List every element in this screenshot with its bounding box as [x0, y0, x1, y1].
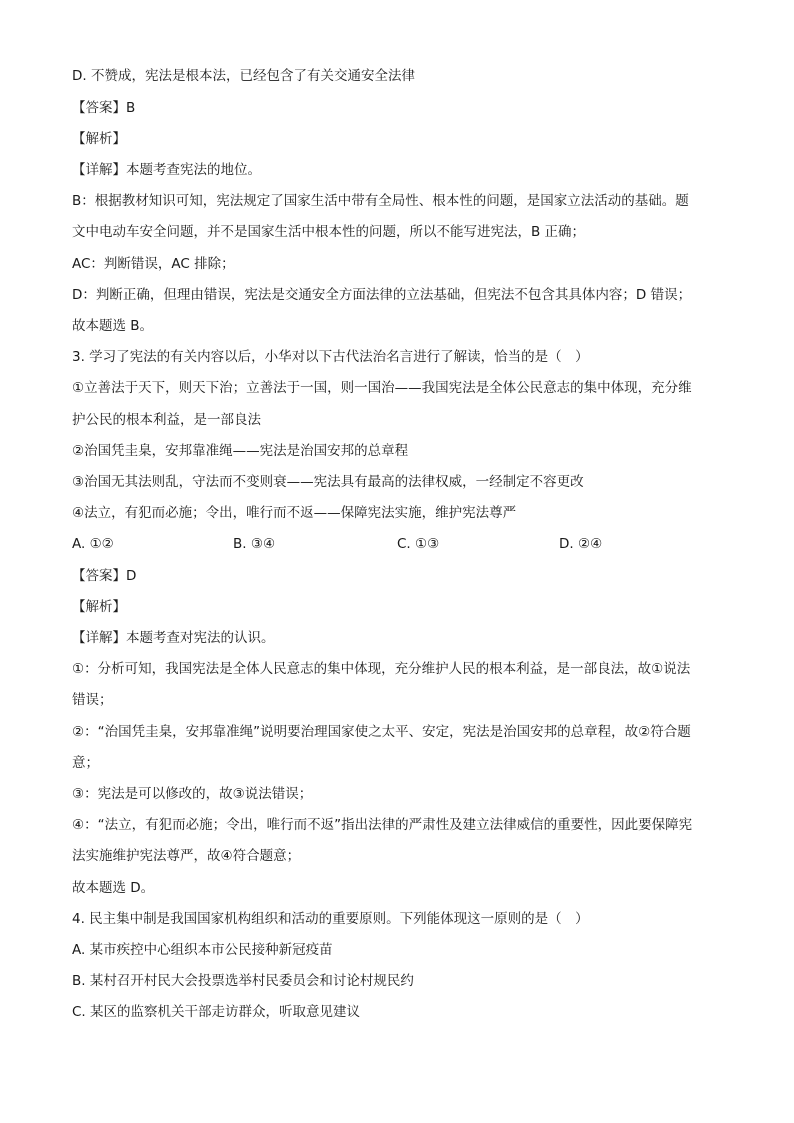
- question-3-item: ③治国无其法则乱，守法而不变则衰——宪法具有最高的法律权威，一经制定不容更改: [72, 474, 584, 490]
- option-d: D. ②④: [559, 536, 603, 552]
- explanation-line: ③：宪法是可以修改的，故③说法错误；: [72, 786, 313, 802]
- explanation-line: 错误；: [72, 692, 113, 708]
- explanation-line: 文中电动车安全问题，并不是国家生活中根本性的问题，所以不能写进宪法，B 正确；: [72, 224, 586, 240]
- explanation-line: B：根据教材知识可知，宪法规定了国家生活中带有全局性、根本性的问题，是国家立法活动的基础。题: [72, 193, 689, 209]
- detail-heading: 【详解】本题考查宪法的地位。: [72, 162, 261, 178]
- explanation-line: ①：分析可知，我国宪法是全体人民意志的集中体现，充分维护人民的根本利益，是一部良法，故①说法: [72, 661, 691, 677]
- question-3-stem: 3. 学习了宪法的有关内容以后，小华对以下古代法治名言进行了解读，恰当的是（ ）: [72, 349, 589, 365]
- option-a: A. ①②: [72, 536, 114, 552]
- answer-label: 【答案】D: [72, 568, 137, 584]
- explanation-line: 意；: [72, 755, 99, 771]
- explanation-line: 法实施维护宪法尊严，故④符合题意；: [72, 848, 301, 864]
- explanation-line: D：判断正确，但理由错误，宪法是交通安全方面法律的立法基础，但宪法不包含其具体内容；D 错误；: [72, 287, 692, 303]
- option-b: B. ③④: [233, 536, 276, 552]
- question-3-item: 护公民的根本利益，是一部良法: [72, 412, 261, 428]
- explanation-line: AC：判断错误，AC 排除；: [72, 256, 235, 272]
- question-3-item: ②治国凭圭臬，安邦靠准绳——宪法是治国安邦的总章程: [72, 443, 409, 459]
- question-4-stem: 4. 民主集中制是我国国家机构组织和活动的重要原则。下列能体现这一原则的是（ ）: [72, 911, 589, 927]
- option-d-text: D. 不赞成，宪法是根本法，已经包含了有关交通安全法律: [72, 68, 415, 84]
- question-3-item: ④法立，有犯而必施；令出，唯行而不返——保障宪法实施，维护宪法尊严: [72, 505, 517, 521]
- question-3-options: [72, 534, 722, 554]
- question-4-option-c: C. 某区的监察机关干部走访群众，听取意见建议: [72, 1004, 361, 1020]
- question-4-option-a: A. 某市疾控中心组织本市公民接种新冠疫苗: [72, 942, 333, 958]
- analysis-label: 【解析】: [72, 131, 126, 147]
- answer-label: 【答案】B: [72, 100, 136, 116]
- detail-heading: 【详解】本题考查对宪法的认识。: [72, 630, 275, 646]
- question-4-option-b: B. 某村召开村民大会投票选举村民委员会和讨论村规民约: [72, 973, 414, 989]
- analysis-label: 【解析】: [72, 599, 126, 615]
- explanation-line: ②：“治国凭圭臬，安邦靠准绳”说明要治理国家使之太平、安定，宪法是治国安邦的总章程，故②符合题: [72, 724, 691, 740]
- option-c: C. ①③: [397, 536, 440, 552]
- explanation-line: ④：“法立，有犯而必施；令出，唯行而不返”指出法律的严肃性及建立法律威信的重要性，因此要保障宪: [72, 817, 693, 833]
- question-3-item: ①立善法于天下，则天下治；立善法于一国，则一国治——我国宪法是全体公民意志的集中体现，充分维: [72, 380, 692, 396]
- conclusion-line: 故本题选 B。: [72, 318, 154, 334]
- conclusion-line: 故本题选 D。: [72, 880, 155, 896]
